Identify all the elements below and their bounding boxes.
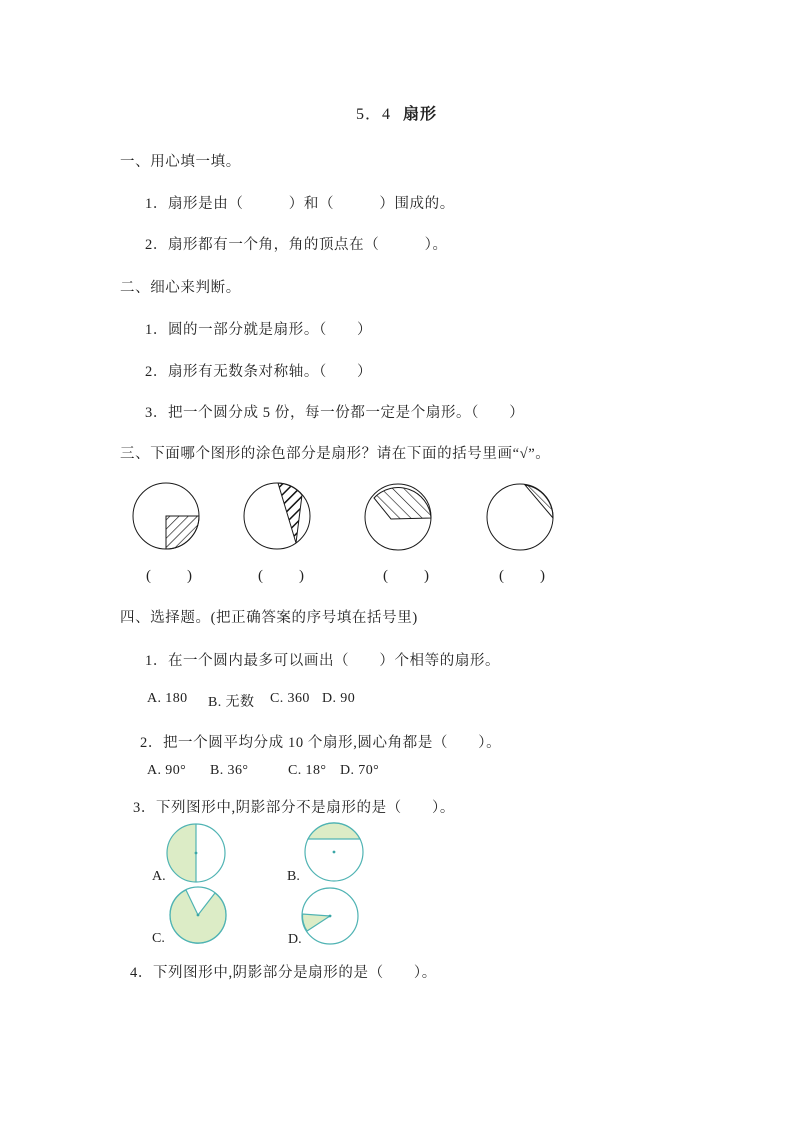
answer-blank-1: ( ) (146, 568, 194, 584)
answer-blank-2: ( ) (258, 568, 306, 584)
section1-item-1: 1．扇形是由（ ）和（ ）围成的。 (145, 196, 455, 212)
shaded-thin-sector (302, 914, 330, 931)
hatched-narrow-wedge-circle-figure (242, 481, 312, 551)
q3-figure-label-c: C. (152, 931, 165, 946)
center-dot (333, 851, 336, 854)
q2-text: 2．把一个圆平均分成 10 个扇形,圆心角都是（ ）。 (140, 735, 502, 751)
section1-header: 一、用心填一填。 (120, 154, 241, 170)
q3-figure-label-d: D. (288, 932, 302, 947)
q3-figure-label-a: A. (152, 869, 166, 884)
top-segment-shaded-circle-figure (302, 820, 366, 884)
q2-option-d: D. 70° (340, 763, 380, 778)
section2-item-2: 2．扇形有无数条对称轴。（ ） (145, 364, 373, 380)
section3-header: 三、下面哪个图形的涂色部分是扇形？请在下面的括号里画“√”。 (120, 446, 551, 462)
section4-header: 四、选择题。(把正确答案的序号填在括号里) (120, 610, 418, 626)
hatched-segment-circle-figure (485, 482, 555, 552)
section1-item-2: 2．扇形都有一个角，角的顶点在（ ）。 (145, 237, 448, 253)
hatched-chord-region-circle-figure (363, 482, 433, 552)
major-sector-shaded-circle-figure (167, 884, 229, 946)
q4-text: 4．下列图形中,阴影部分是扇形的是（ ）。 (130, 965, 437, 981)
shaded-segment (308, 823, 360, 839)
q2-option-c: C. 18° (288, 763, 327, 778)
section2-item-3: 3．把一个圆分成 5 份，每一份都一定是个扇形。（ ） (145, 405, 525, 421)
hatched-quarter-sector (166, 516, 199, 549)
page-title (0, 101, 793, 124)
title-section-name: 扇形 (403, 106, 438, 123)
shaded-half (167, 824, 196, 882)
title-section-number: 5．4 (355, 106, 391, 123)
q1-text: 1．在一个圆内最多可以画出（ ）个相等的扇形。 (145, 653, 501, 669)
answer-blank-4: ( ) (499, 568, 547, 584)
section2-item-1: 1．圆的一部分就是扇形。（ ） (145, 322, 373, 338)
q3-figure-label-b: B. (287, 869, 300, 884)
hatched-quarter-sector-circle-figure (131, 481, 201, 551)
q3-text: 3．下列图形中,阴影部分不是扇形的是（ ）。 (133, 800, 455, 816)
q1-option-a: A. 180 (147, 691, 188, 706)
q1-option-c: C. 360 (270, 691, 310, 706)
center-dot (195, 852, 198, 855)
thin-left-sector-shaded-circle-figure (299, 885, 361, 947)
section2-header: 二、细心来判断。 (120, 280, 241, 296)
q2-option-a: A. 90° (147, 763, 187, 778)
q1-option-b: B. 无数 (208, 695, 255, 710)
answer-blank-3: ( ) (383, 568, 431, 584)
center-dot (329, 915, 332, 918)
q1-option-d: D. 90 (322, 691, 356, 706)
center-dot (197, 914, 200, 917)
left-half-shaded-circle-figure (164, 821, 228, 885)
q2-option-b: B. 36° (210, 763, 249, 778)
